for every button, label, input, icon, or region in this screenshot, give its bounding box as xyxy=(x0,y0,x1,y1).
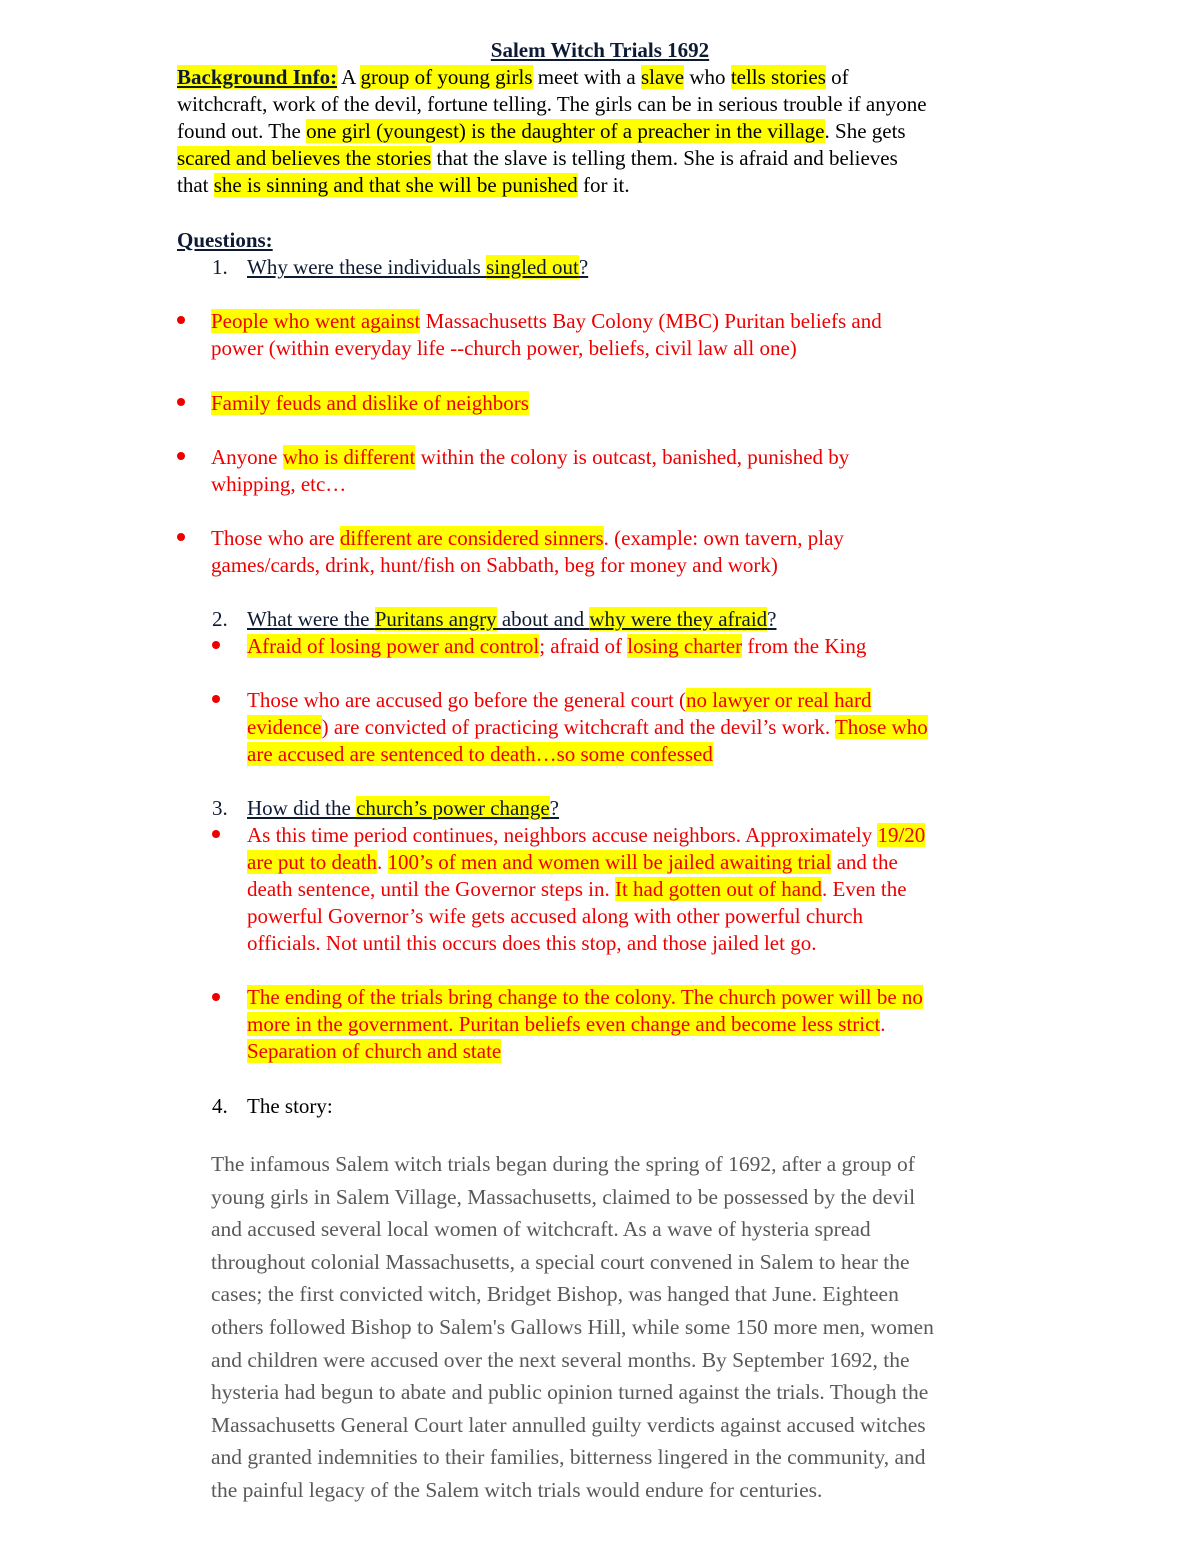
bullet-icon xyxy=(177,316,185,324)
highlighted-text: slave xyxy=(640,65,685,89)
text-segment: death sentence, until the Governor steps in. xyxy=(247,877,615,901)
q1-answer-3-line-1 xyxy=(211,444,849,471)
text-segment: power (within everyday life --church power, beliefs, civil law all one) xyxy=(211,336,797,360)
q2-answer-2-line-1 xyxy=(247,687,871,714)
highlighted-text: People who went against xyxy=(211,309,421,333)
text-segment: powerful Governor’s wife gets accused along with other powerful church xyxy=(247,904,863,928)
text-segment: What were the xyxy=(247,607,375,631)
text-segment: . (example: own tavern, play xyxy=(603,526,844,550)
text-segment: officials. Not until this occurs does this stop, and those jailed let go. xyxy=(247,931,817,955)
q3-answer-2-line-3 xyxy=(247,1038,501,1065)
question-4-number: 4. xyxy=(212,1094,228,1118)
highlighted-text: losing charter xyxy=(627,634,743,658)
highlighted-text: are accused are sentenced to death…so some confessed xyxy=(247,742,713,766)
bullet-icon xyxy=(212,641,220,649)
highlighted-text: are put to death xyxy=(247,850,378,874)
text-segment: . xyxy=(880,1012,886,1036)
question-1-number: 1. xyxy=(212,255,228,279)
highlighted-text: tells stories xyxy=(730,65,826,89)
highlighted-text: Separation of church and state xyxy=(247,1039,502,1063)
question-4-text: The story: xyxy=(247,1094,333,1118)
story-line: and granted indemnities to their families, bitterness lingered in the community, and xyxy=(211,1445,926,1470)
highlighted-text: one girl (youngest) is the daughter of a preacher in the village xyxy=(306,119,825,143)
q3-answer-2-line-1 xyxy=(247,984,923,1011)
highlighted-text: Those who xyxy=(834,715,928,739)
background-line-3 xyxy=(177,118,906,145)
q3-answer-2-line-2 xyxy=(247,1011,886,1038)
highlighted-text: who is different xyxy=(282,445,416,469)
text-segment: Those who are xyxy=(211,526,340,550)
background-line-1 xyxy=(177,64,849,91)
text-segment: . She gets xyxy=(824,119,906,143)
question-3-text xyxy=(247,795,559,822)
highlighted-text: singled out xyxy=(486,255,579,279)
text-segment: ? xyxy=(578,255,589,279)
highlighted-text: The ending of the trials xyxy=(247,985,449,1009)
story-line: throughout colonial Massachusetts, a special court convened in Salem to hear the xyxy=(211,1249,910,1274)
text-segment: found out. The xyxy=(177,119,307,143)
highlighted-text: bring change to the colony xyxy=(448,985,671,1009)
bullet-icon xyxy=(177,452,185,460)
highlighted-text: It had gotten out of hand xyxy=(614,877,823,901)
story-line: Massachusetts General Court later annulled guilty verdicts against accused witches xyxy=(211,1412,926,1437)
q1-answer-4-line-2 xyxy=(211,552,778,579)
q1-answer-3-line-2 xyxy=(211,471,346,498)
text-segment: witchcraft, work of the devil, fortune telling. The girls can be in serious trouble if anyone xyxy=(177,92,927,116)
highlighted-text: Puritans angry xyxy=(374,607,497,631)
highlighted-text: church’s power change xyxy=(356,796,550,820)
text-segment: Those who are accused go before the general court ( xyxy=(247,688,687,712)
highlighted-text: different are considered sinners xyxy=(339,526,604,550)
story-line: and children were accused over the next several months. By September 1692, the xyxy=(211,1347,910,1372)
text-segment: Why were these individuals xyxy=(247,255,487,279)
text-segment: ; afraid of xyxy=(539,634,628,658)
text-segment: whipping, etc… xyxy=(211,472,347,496)
story-line: The infamous Salem witch trials began during the spring of 1692, after a group of xyxy=(211,1152,915,1176)
text-segment: within the colony is outcast, banished, punished by xyxy=(415,445,850,469)
text-segment: of xyxy=(825,65,849,89)
q2-answer-2-line-2 xyxy=(247,714,928,741)
story-line: hysteria had begun to abate and public opinion turned against the trials. Though the xyxy=(211,1380,929,1405)
highlighted-text: 100’s of men and women will be jailed awaiting trial xyxy=(387,850,832,874)
q1-answer-2-line-1 xyxy=(211,390,529,417)
q1-answer-4-line-1 xyxy=(211,525,844,552)
text-segment: that xyxy=(177,173,214,197)
q1-answer-1-line-2 xyxy=(211,335,797,362)
questions-heading: Questions: xyxy=(177,228,273,252)
highlighted-text: group of young girls xyxy=(360,65,533,89)
q2-answer-2-line-3 xyxy=(247,741,713,768)
text-segment: . xyxy=(377,850,388,874)
bullet-icon xyxy=(212,695,220,703)
highlighted-text: she is sinning and that she will be punished xyxy=(213,173,578,197)
text-segment: Massachusetts Bay Colony (MBC) Puritan beliefs and xyxy=(420,309,882,333)
question-2-number: 2. xyxy=(212,607,228,631)
story-line: others followed Bishop to Salem's Gallows Hill, while some 150 more men, women xyxy=(211,1315,934,1339)
highlighted-text: evidence xyxy=(247,715,322,739)
background-heading: Background Info: xyxy=(177,65,338,89)
story-line: cases; the first convicted witch, Bridget Bishop, was hanged that June. Eighteen xyxy=(211,1282,899,1307)
bullet-icon xyxy=(177,533,185,541)
highlighted-text: Afraid of losing power and control xyxy=(247,634,540,658)
text-segment: about and xyxy=(496,607,590,631)
highlighted-text: . xyxy=(670,985,681,1009)
q3-answer-1-line-3 xyxy=(247,876,907,903)
document-title: Salem Witch Trials 1692 xyxy=(490,38,710,62)
text-segment: and the xyxy=(831,850,898,874)
highlighted-text: no lawyer or real hard xyxy=(686,688,872,712)
story-line: young girls in Salem Village, Massachusetts, claimed to be possessed by the devil xyxy=(211,1184,916,1209)
text-segment: Anyone xyxy=(211,445,283,469)
bullet-icon xyxy=(177,398,185,406)
question-1-text xyxy=(247,254,588,281)
story-line: the painful legacy of the Salem witch trials would endure for centuries. xyxy=(211,1478,823,1502)
highlighted-text: The church power will be no xyxy=(680,985,923,1009)
bullet-icon xyxy=(212,993,220,1001)
highlighted-text: Family feuds and dislike of neighbors xyxy=(211,391,529,415)
q3-answer-1-line-5 xyxy=(247,930,816,957)
question-2-text xyxy=(247,606,777,633)
text-segment: games/cards, drink, hunt/fish on Sabbath, beg for money and work) xyxy=(211,553,778,577)
q3-answer-1-line-1 xyxy=(247,822,925,849)
text-segment: . Even the xyxy=(822,877,907,901)
text-segment: ) are convicted of practicing witchcraft and the devil’s work. xyxy=(321,715,835,739)
story-line: and accused several local women of witchcraft. As a wave of hysteria spread xyxy=(211,1217,871,1242)
text-segment: How did the xyxy=(247,796,357,820)
text-segment: A xyxy=(337,65,361,89)
question-3-number: 3. xyxy=(212,796,228,820)
highlighted-text: why were they afraid xyxy=(589,607,768,631)
bullet-icon xyxy=(212,830,220,838)
q2-answer-1-line-1 xyxy=(247,633,866,660)
text-segment: As this time period continues, neighbors accuse neighbors. Approximately xyxy=(247,823,878,847)
q3-answer-1-line-2 xyxy=(247,849,898,876)
text-segment: for it. xyxy=(577,173,630,197)
q3-answer-1-line-4 xyxy=(247,903,863,930)
text-segment: from the King xyxy=(742,634,867,658)
q1-answer-1-line-1 xyxy=(211,308,882,335)
background-line-4 xyxy=(177,145,898,172)
text-segment: that the slave is telling them. She is afraid and believes xyxy=(431,146,898,170)
background-line-2 xyxy=(177,91,927,118)
text-segment: ? xyxy=(767,607,777,631)
text-segment: meet with a xyxy=(532,65,641,89)
highlighted-text: 19/20 xyxy=(877,823,926,847)
highlighted-text: more in the government. Puritan beliefs even change and become less strict xyxy=(247,1012,881,1036)
highlighted-text: scared and believes the stories xyxy=(177,146,432,170)
text-segment: who xyxy=(684,65,731,89)
text-segment: ? xyxy=(549,796,559,820)
background-line-5 xyxy=(177,172,630,199)
